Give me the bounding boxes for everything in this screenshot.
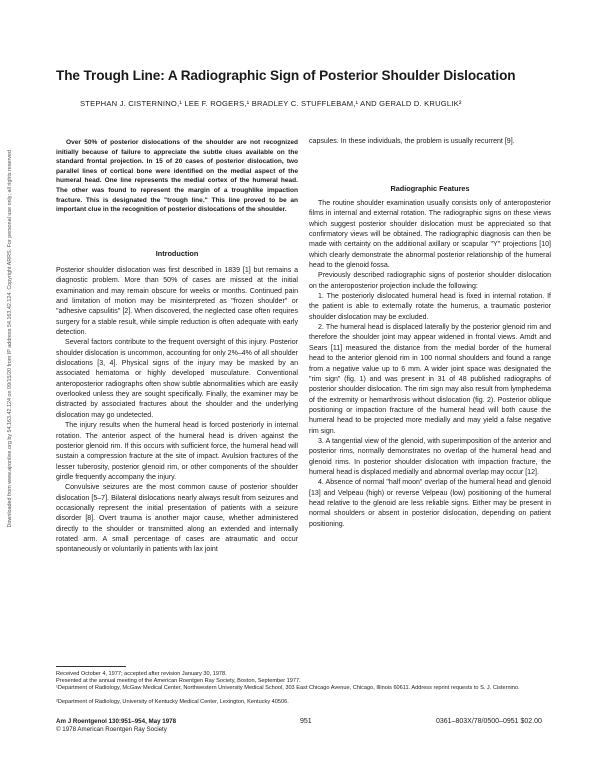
paragraph: capsules. In these individuals, the problem is usually recurrent [9].: [309, 138, 515, 145]
footnote-divider: [56, 666, 126, 667]
section-heading-introduction: Introduction: [155, 249, 199, 258]
paragraph: Several factors contribute to the frequent oversight of this injury. Posterior shoulder dislocation is uncommon, accounting for only 2%–4% of all shoulder dislocations [3, 4]. Physical signs of the injury may be masked by an associated hematoma or highly developed musculature. Conventional anteroposterior radiographs often show subtle abnormalities which are easily overlooked unless they are sought specifically. Finally, the examiner may be distracted by associated fractures about the shoulder and the underlying dislocation may go undetected.: [56, 339, 298, 419]
footnote-affiliation-1: ¹Department of Radiology, McGaw Medical Center, Northwestern University Medical School, 303 East Chicago Avenue, Chicago, Illinois 60611. Address reprint requests to S. J. Cisternino.: [56, 685, 520, 691]
footnote-received: Received October 4, 1977; accepted after revision January 30, 1978.: [56, 671, 227, 677]
continued-text: [309, 137, 551, 147]
download-watermark: [0, 150, 14, 590]
radiographic-features-text: [309, 199, 551, 530]
journal-code: 0361–803X/78/0500–0951 $02.00: [436, 718, 542, 725]
abstract-text: Over 50% of posterior dislocations of the shoulder are not recognized initially because of failure to appreciate the subtle clues available on the standard frontal projection. In 15 of 20 cases of posterior dislocation, two parallel lines of cortical bone were identified on the medial aspect of the humeral head. One line represents the medial cortex of the humeral head. The other was found to represent the margin of a troughlike impaction fracture. This is designated the "trough line." This line proved to be an important clue in the recognition of posterior dislocations of the shoulder.: [56, 139, 298, 214]
introduction-text: [56, 266, 298, 556]
paragraph: The injury results when the humeral head is forced posteriorly in internal rotation. The anterior aspect of the humeral head is driven against the posterior glenoid rim. If this occurs with sufficient force, the humeral head will sustain a compression fracture at the site of impact. Avulsion fractures of the lesser tuberosity, posterior glenoid rim, or other components of the shoulder girdle frequently accompany the injury.: [56, 422, 298, 481]
article-title: The Trough Line: A Radiographic Sign of Posterior Shoulder Dislocation: [56, 68, 516, 83]
list-item: 3. A tangential view of the glenoid, with superimposition of the anterior and posterior rims, normally demonstrates no overlap of the humeral head and glenoid rims. In posterior shoulder dislocation with impaction fracture, the humeral head is displaced medially and abnormal overlap may occur [12].: [309, 437, 551, 476]
download-watermark-text: Downloaded from www.ajronline.org by 54.163.42.124 on 09/15/20 from IP address 54.163.42.124. Copyright ARRS. For personal use only; all rights reserved: [7, 150, 13, 528]
section-heading-radiographic-features: Radiographic Features: [390, 184, 470, 193]
paragraph: Previously described radiographic signs of posterior shoulder dislocation on the anteroposterior projection include the following:: [309, 272, 551, 290]
list-item: 1. The posteriorly dislocated humeral head is fixed in internal rotation. If the patient is able to externally rotate the humerus, a traumatic posterior shoulder dislocation may be excluded.: [309, 293, 551, 321]
footnote-affiliation-2: ²Department of Radiology, University of Kentucky Medical Center, Lexington, Kentucky 40506.: [56, 699, 289, 705]
author-list: STEPHAN J. CISTERNINO,¹ LEE F. ROGERS,¹ BRADLEY C. STUFFLEBAM,¹ AND GERALD D. KRUGLIK²: [80, 99, 462, 108]
abstract: [56, 138, 298, 215]
footnote-presented: Presented at the annual meeting of the American Roentgen Ray Society, Boston, September 1977.: [56, 678, 301, 684]
journal-citation: Am J Roentgenol 130:951–954, May 1978: [56, 718, 177, 725]
paragraph: Convulsive seizures are the most common cause of posterior shoulder dislocation [5–7]. Bilateral dislocations nearly always result from seizures and occasionally represent the initial presentation of patients with a seizure disorder [8]. Overt trauma is another major cause, whether administered directly to the shoulder or transmitted along an extended and internally rotated arm. A small percentage of cases are atraumatic and occur spontaneously or voluntarily in patients with lax joint: [56, 484, 298, 554]
paragraph: The routine shoulder examination usually consists only of anteroposterior films in internal and external rotation. The radiographic signs on these views which suggest posterior shoulder dislocation must be appreciated so that confirmatory views will be obtained. The radiographic diagnosis can then be made with certainty on the additional axillary or scapular "Y" projections [10] which clearly demonstrate the abnormal posterior relationship of the humeral head to the glenoid fossa.: [309, 200, 551, 270]
paragraph: Posterior shoulder dislocation was first described in 1839 [1] but remains a diagnostic problem. More than 50% of cases are missed at the initial examination and may remain obscure for weeks or months. Continued pain and limitation of motion may be misinterpreted as "frozen shoulder" or "adhesive capsulitis" [2]. When discovered, the neglected case often requires surgery for a stable result, while simple reduction is often adequate with early detection.: [56, 267, 298, 337]
list-item: 2. The humeral head is displaced laterally by the posterior glenoid rim and therefore the shoulder joint may appear widened in frontal views. Arndt and Sears [11] measured the distance from the medial border of the humeral head to the anterior glenoid rim in 100 normal shoulders and found a range from a negative value up to 6 mm. A wider joint space was designated the "rim sign" (fig. 1) and was present in 31 of 48 published radiographs of posterior shoulder dislocation. The rim sign may also result from lymphedema of the extremity or hemarthrosis without dislocation (fig. 2). Posterior oblique positioning or impaction fracture of the humeral head will both cause the humeral head to be projected more medially and may yield a false negative rim sign.: [309, 324, 551, 435]
page-number: 951: [300, 718, 312, 725]
copyright-line: © 1978 American Roentgen Ray Society: [56, 726, 167, 733]
list-item: 4. Absence of normal "half moon" overlap of the humeral head and glenoid [13] and Velpeau (high) or reverse Velpeau (low) positioning of the humeral head relative to the glenoid are less reliable signs. Either may be present in normal shoulders or absent in posterior dislocation, depending on patient positioning.: [309, 479, 551, 528]
